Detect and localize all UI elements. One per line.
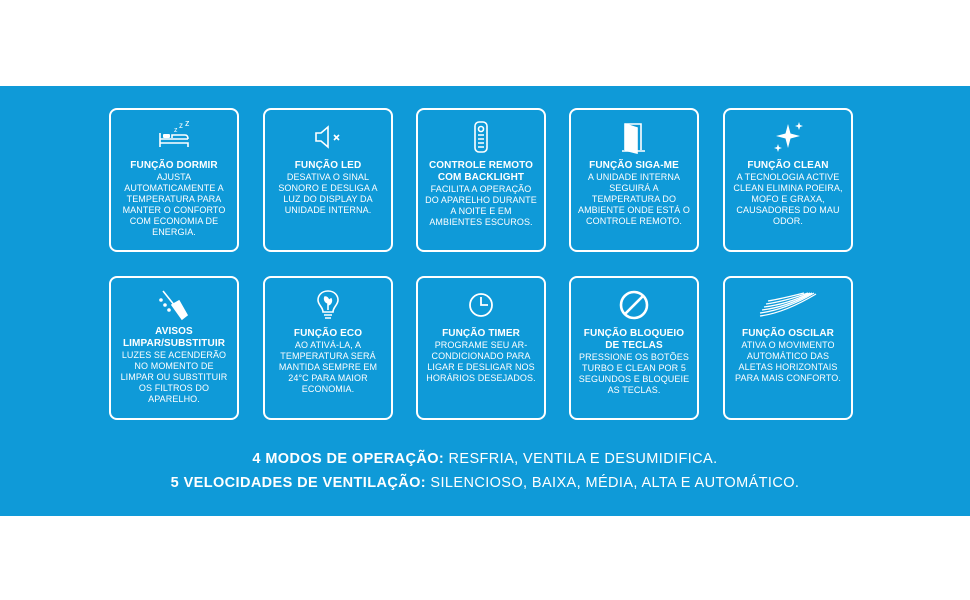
feature-card-clean bbox=[723, 108, 853, 252]
fan-speeds-line bbox=[0, 475, 970, 491]
feature-card-led bbox=[263, 108, 393, 252]
speaker-mute-icon bbox=[265, 120, 391, 154]
feature-title: FUNÇÃO CLEAN bbox=[747, 160, 829, 171]
feature-card-controle-remoto bbox=[416, 108, 546, 252]
feature-title: FUNÇÃO TIMER bbox=[442, 328, 520, 339]
sparkle-icon bbox=[725, 120, 851, 154]
feature-description: ATIVA O MOVIMENTO AUTOMÁTICO DAS ALETAS HORIZONTAIS PARA MAIS CONFORTO. bbox=[735, 340, 841, 383]
feature-title: CONTROLE REMOTO COM BACKLIGHT bbox=[428, 160, 534, 183]
feature-description: PROGRAME SEU AR-CONDICIONADO PARA LIGAR E DESLIGAR NOS HORÁRIOS DESEJADOS. bbox=[426, 340, 536, 383]
clock-icon bbox=[418, 288, 544, 322]
feature-card-timer bbox=[416, 276, 546, 420]
operation-modes-value: RESFRIA, VENTILA E DESUMIDIFICA. bbox=[444, 451, 718, 467]
operation-modes-line bbox=[0, 451, 970, 467]
prohibited-icon bbox=[571, 288, 697, 322]
feature-card-eco bbox=[263, 276, 393, 420]
svg-text:z: z bbox=[174, 127, 178, 134]
svg-text:z: z bbox=[179, 121, 183, 130]
feature-description: FACILITA A OPERAÇÃO DO APARELHO DURANTE A NOITE E EM AMBIENTES ESCUROS. bbox=[425, 184, 537, 227]
features-banner bbox=[0, 86, 970, 516]
feature-card-avisos bbox=[109, 276, 239, 420]
feature-title: FUNÇÃO ECO bbox=[293, 328, 363, 339]
feature-title: FUNÇÃO BLOQUEIO DE TECLAS bbox=[583, 328, 685, 351]
eco-bulb-icon bbox=[265, 288, 391, 322]
operation-modes-label: 4 MODOS DE OPERAÇÃO: bbox=[252, 451, 445, 467]
svg-text:z: z bbox=[185, 121, 190, 128]
door-icon bbox=[571, 120, 697, 154]
feature-title: FUNÇÃO SIGA-ME bbox=[589, 160, 679, 171]
bed-sleep-icon bbox=[111, 120, 237, 154]
feature-title: FUNÇÃO OSCILAR bbox=[742, 328, 834, 339]
feature-card-dormir bbox=[109, 108, 239, 252]
feature-title: AVISOS LIMPAR/SUBSTITUIR bbox=[122, 326, 226, 349]
feature-description: LUZES SE ACENDERÃO NO MOMENTO DE LIMPAR OU SUBSTITUIR OS FILTROS DO APARELHO. bbox=[120, 350, 228, 404]
fan-speeds-value: SILENCIOSO, BAIXA, MÉDIA, ALTA E AUTOMÁTICO. bbox=[425, 475, 800, 491]
feature-description: DESATIVA O SINAL SONORO E DESLIGA A LUZ DO DISPLAY DA UNIDADE INTERNA. bbox=[278, 172, 378, 215]
feature-title: FUNÇÃO DORMIR bbox=[130, 160, 218, 171]
feature-card-siga-me bbox=[569, 108, 699, 252]
feature-description: AO ATIVÁ-LA, A TEMPERATURA SERÁ MANTIDA SEMPRE EM 24°C PARA MAIOR ECONOMIA. bbox=[278, 340, 378, 394]
remote-control-icon bbox=[418, 120, 544, 154]
fan-speeds-label: 5 VELOCIDADES DE VENTILAÇÃO: bbox=[170, 475, 426, 491]
broom-icon bbox=[111, 288, 237, 322]
feature-card-oscilar bbox=[723, 276, 853, 420]
feature-description: A UNIDADE INTERNA SEGUIRÁ A TEMPERATURA DO AMBIENTE ONDE ESTÁ O CONTROLE REMOTO. bbox=[577, 172, 691, 226]
feature-title: FUNÇÃO LED bbox=[294, 160, 362, 171]
feature-description: AJUSTA AUTOMATICAMENTE A TEMPERATURA PARA MANTER O CONFORTO COM ECONOMIA DE ENERGIA. bbox=[122, 172, 226, 237]
feature-description: A TECNOLOGIA ACTIVE CLEAN ELIMINA POEIRA, MOFO E GRAXA, CAUSADORES DO MAU ODOR. bbox=[733, 172, 843, 226]
feature-description: PRESSIONE OS BOTÕES TURBO E CLEAN POR 5 SEGUNDOS E BLOQUEIE AS TECLAS. bbox=[578, 352, 690, 395]
airflow-icon bbox=[725, 288, 851, 322]
feature-card-bloqueio bbox=[569, 276, 699, 420]
